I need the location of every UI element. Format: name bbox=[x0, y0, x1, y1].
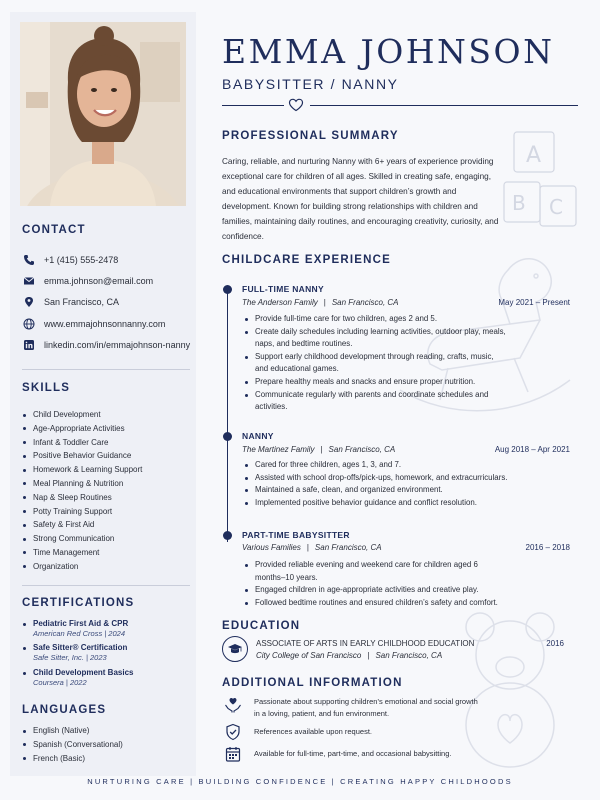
skills-list bbox=[22, 408, 142, 574]
timeline-dot bbox=[223, 432, 232, 441]
job-location: San Francisco, CA bbox=[314, 543, 382, 552]
candidate-role: BABYSITTER / NANNY bbox=[222, 76, 399, 92]
job-duty: Prepare healthy meals and snacks and ensure proper nutrition. bbox=[242, 376, 508, 389]
skill-item: Nap & Sleep Routines bbox=[22, 491, 142, 505]
timeline-dot bbox=[223, 531, 232, 540]
heart-divider bbox=[222, 98, 578, 112]
job-dates: May 2021 – Present bbox=[498, 298, 570, 307]
education-school-line: City College of San Francisco | San Francisco, CA bbox=[256, 651, 443, 660]
contact-email[interactable] bbox=[22, 273, 153, 289]
skill-item: Child Development bbox=[22, 408, 142, 422]
job-duty: Assisted with school drop-offs/pick-ups, homework, and extracurriculars. bbox=[242, 472, 508, 485]
certification-item bbox=[22, 668, 190, 687]
skill-item: Potty Training Support bbox=[22, 505, 142, 519]
profile-photo bbox=[20, 22, 186, 206]
candidate-name: EMMA JOHNSON bbox=[222, 32, 555, 71]
contact-location bbox=[22, 294, 119, 310]
certification-issuer: American Red Cross | 2024 bbox=[33, 629, 125, 638]
toy-blocks-watermark bbox=[500, 128, 580, 238]
contact-heading: CONTACT bbox=[22, 224, 86, 236]
contact-email-text: emma.johnson@email.com bbox=[44, 276, 154, 286]
timeline-dot bbox=[223, 285, 232, 294]
job-duty: Communicate regularly with parents and coordinate schedules and activities. bbox=[242, 389, 508, 414]
skill-item: Meal Planning & Nutrition bbox=[22, 477, 142, 491]
certification-name: Child Development Basics bbox=[22, 668, 190, 677]
job-location: San Francisco, CA bbox=[328, 445, 396, 454]
graduation-cap-icon bbox=[222, 636, 248, 662]
job-title: FULL-TIME NANNY bbox=[242, 284, 324, 294]
skill-item: Strong Communication bbox=[22, 532, 142, 546]
certification-name: Safe Sitter® Certification bbox=[22, 643, 190, 652]
education-degree: ASSOCIATE OF ARTS IN EARLY CHILDHOOD EDUCATION bbox=[256, 639, 475, 648]
skill-item: Organization bbox=[22, 560, 142, 574]
language-item: English (Native) bbox=[22, 724, 123, 738]
contact-phone-text: +1 (415) 555-2478 bbox=[44, 255, 119, 265]
job-title: NANNY bbox=[242, 431, 274, 441]
job-employer-line: The Anderson Family | San Francisco, CA bbox=[242, 298, 399, 307]
job-duty: Cared for three children, ages 1, 3, and 7. bbox=[242, 459, 508, 472]
certification-item bbox=[22, 619, 190, 638]
languages-list bbox=[22, 724, 123, 765]
job-dates: 2016 – 2018 bbox=[525, 543, 570, 552]
job-dates: Aug 2018 – Apr 2021 bbox=[494, 445, 570, 454]
job-duty: Engaged children in age-appropriate activities and creative play. bbox=[242, 584, 508, 597]
summary-heading: PROFESSIONAL SUMMARY bbox=[222, 130, 399, 142]
contact-website[interactable] bbox=[22, 316, 165, 332]
additional-item bbox=[222, 723, 482, 741]
divider bbox=[22, 369, 190, 370]
job-duty: Provide full-time care for two children, ages 2 and 5. bbox=[242, 313, 508, 326]
divider bbox=[22, 585, 190, 586]
timeline-line bbox=[227, 290, 228, 542]
job-employer: The Martinez Family bbox=[242, 445, 315, 454]
additional-item bbox=[222, 696, 482, 719]
location-pin-icon bbox=[22, 295, 36, 309]
job-duty: Maintained a safe, clean, and organized environment. bbox=[242, 484, 508, 497]
certifications-heading: CERTIFICATIONS bbox=[22, 597, 135, 609]
skill-item: Positive Behavior Guidance bbox=[22, 449, 142, 463]
languages-heading: LANGUAGES bbox=[22, 704, 107, 716]
skill-item: Homework & Learning Support bbox=[22, 463, 142, 477]
job-duty: Provided reliable evening and weekend care for children aged 6 months–10 years. bbox=[242, 559, 508, 584]
calendar-icon bbox=[222, 745, 244, 763]
education-location: San Francisco, CA bbox=[375, 651, 443, 660]
job-location: San Francisco, CA bbox=[331, 298, 399, 307]
certification-issuer: Safe Sitter, Inc. | 2023 bbox=[33, 653, 107, 662]
phone-icon bbox=[22, 253, 36, 267]
skills-heading: SKILLS bbox=[22, 382, 71, 394]
sidebar bbox=[10, 12, 196, 776]
footer-tagline: NURTURING CARE | BUILDING CONFIDENCE | CREATING HAPPY CHILDHOODS bbox=[87, 777, 513, 786]
email-icon bbox=[22, 274, 36, 288]
job-duties bbox=[242, 459, 508, 509]
job-duties bbox=[242, 313, 508, 414]
certification-name: Pediatric First Aid & CPR bbox=[22, 619, 190, 628]
job-employer: The Anderson Family bbox=[242, 298, 318, 307]
svg-text:C: C bbox=[549, 195, 563, 219]
job-employer: Various Families bbox=[242, 543, 301, 552]
skill-item: Time Management bbox=[22, 546, 142, 560]
additional-heading: ADDITIONAL INFORMATION bbox=[222, 677, 403, 689]
shield-check-icon bbox=[222, 723, 244, 741]
job-duties bbox=[242, 559, 508, 609]
job-duty: Implemented positive behavior guidance and conflict resolution. bbox=[242, 497, 508, 510]
experience-heading: CHILDCARE EXPERIENCE bbox=[222, 254, 392, 266]
summary-text: Caring, reliable, and nurturing Nanny with 6+ years of experience providing exceptional care for children of all ages. Skilled in creating safe, engaging, and educational environments that support children’s growth and development. Known for building strong relationships with children and families, maintaining daily routines, and encouraging creativity, curiosity, and confidence. bbox=[222, 157, 499, 241]
certification-item bbox=[22, 643, 190, 662]
divider-line-right bbox=[310, 105, 578, 106]
additional-text: Available for full-time, part-time, and occasional babysitting. bbox=[254, 749, 452, 758]
skill-item: Safety & First Aid bbox=[22, 518, 142, 532]
job-duty: Followed bedtime routines and ensured children’s safety and comfort. bbox=[242, 597, 508, 610]
job-employer-line: The Martinez Family | San Francisco, CA bbox=[242, 445, 396, 454]
job-duty: Create daily schedules including learning activities, outdoor play, meals, naps, and bedtime routines. bbox=[242, 326, 508, 351]
education-school: City College of San Francisco bbox=[256, 651, 362, 660]
contact-linkedin-text: linkedin.com/in/emmajohnson-nanny bbox=[44, 340, 191, 350]
skill-item: Age-Appropriate Activities bbox=[22, 422, 142, 436]
education-heading: EDUCATION bbox=[222, 620, 301, 632]
language-item: Spanish (Conversational) bbox=[22, 738, 123, 752]
certification-issuer: Coursera | 2022 bbox=[33, 678, 87, 687]
svg-text:A: A bbox=[526, 143, 542, 168]
linkedin-icon bbox=[22, 338, 36, 352]
job-employer-line: Various Families | San Francisco, CA bbox=[242, 543, 382, 552]
contact-linkedin[interactable] bbox=[22, 337, 190, 353]
svg-text:B: B bbox=[512, 191, 526, 215]
hands-heart-icon bbox=[222, 696, 244, 714]
skill-item: Infant & Toddler Care bbox=[22, 436, 142, 450]
job-duty: Support early childhood development through reading, crafts, music, and educational games. bbox=[242, 351, 508, 376]
language-item: French (Basic) bbox=[22, 752, 123, 766]
additional-text: References available upon request. bbox=[254, 727, 372, 736]
contact-location-text: San Francisco, CA bbox=[44, 297, 120, 307]
job-title: PART-TIME BABYSITTER bbox=[242, 530, 350, 540]
globe-icon bbox=[22, 317, 36, 331]
contact-website-text: www.emmajohnsonnanny.com bbox=[44, 319, 166, 329]
additional-item bbox=[222, 745, 482, 763]
contact-phone[interactable] bbox=[22, 252, 118, 268]
education-year: 2016 bbox=[546, 639, 564, 648]
additional-text: Passionate about supporting children’s emotional and social growth in a loving, patient, and fun environment. bbox=[254, 697, 478, 718]
divider-line-left bbox=[222, 105, 284, 106]
heart-icon bbox=[288, 98, 304, 112]
